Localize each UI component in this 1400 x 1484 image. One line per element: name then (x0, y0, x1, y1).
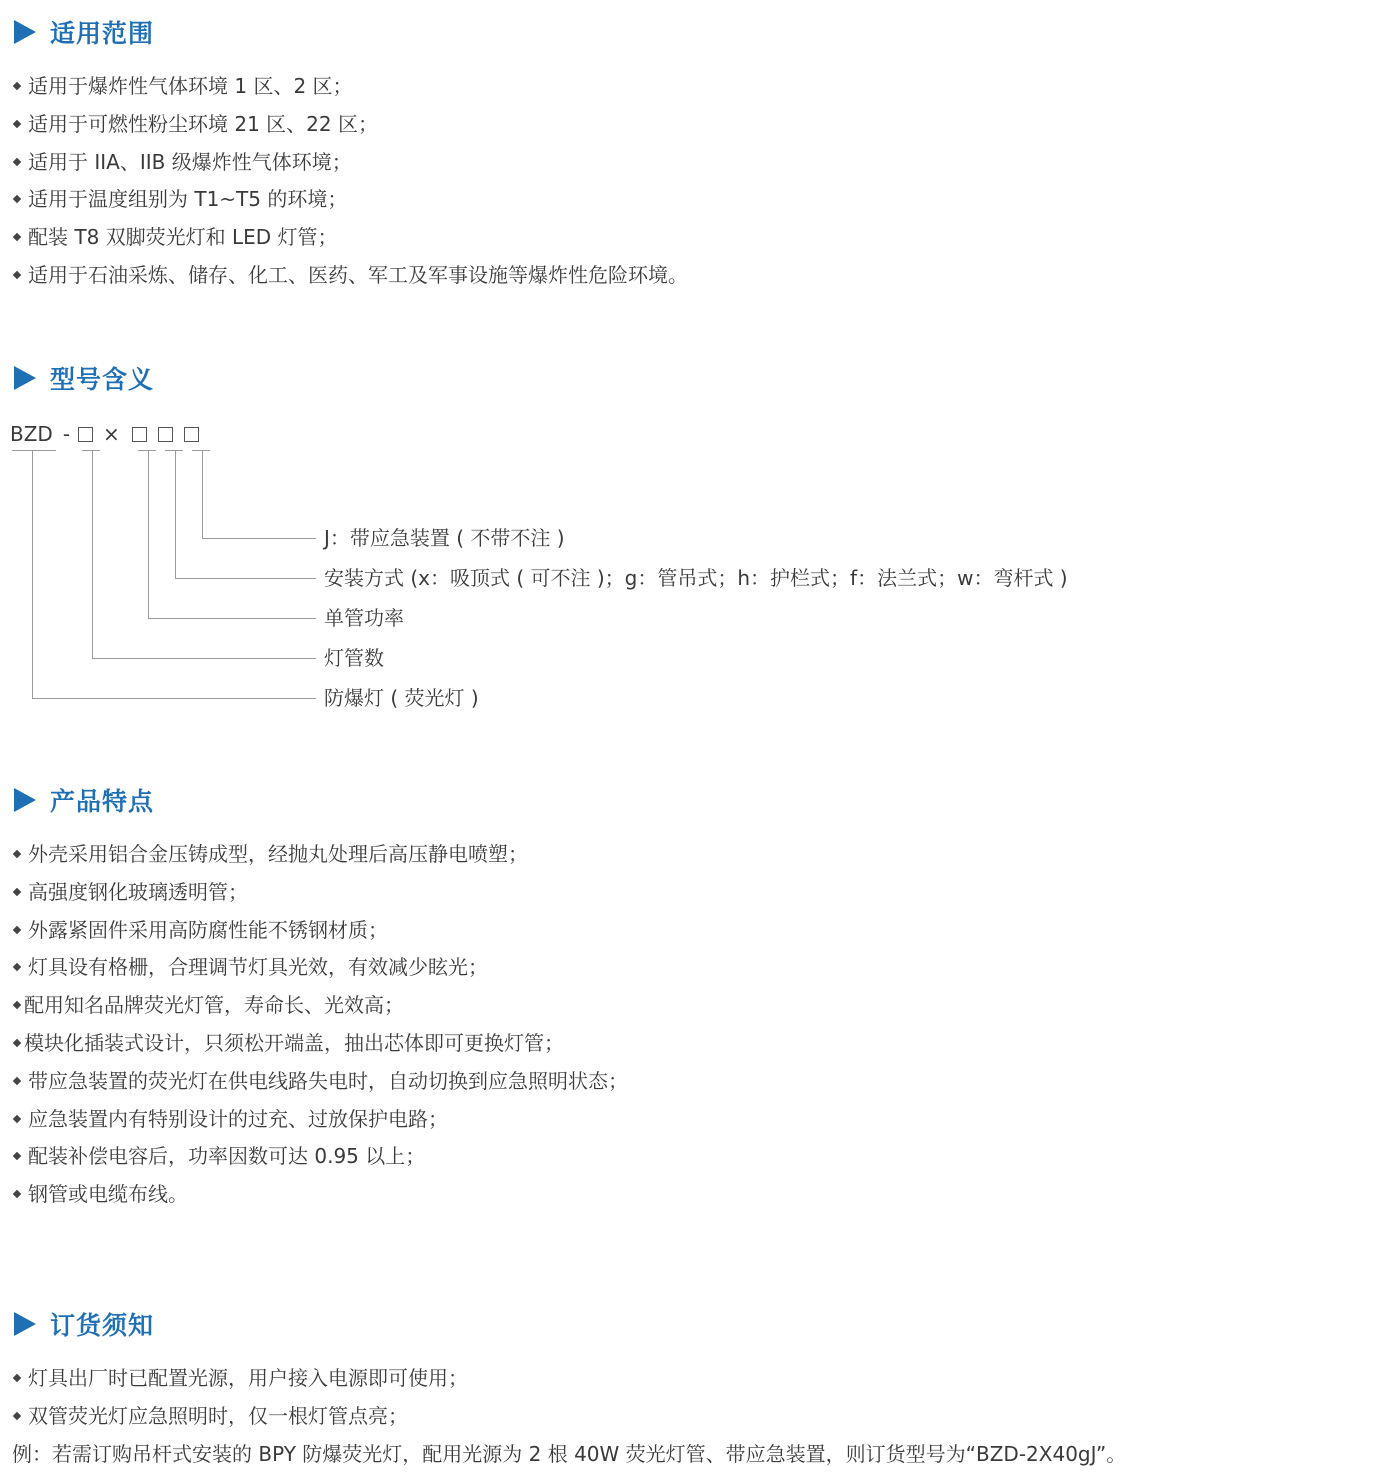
diamond-bullet-icon (13, 195, 21, 203)
connector-tube-count (92, 450, 93, 658)
list-item: 双管荧光灯应急照明时，仅一根灯管点亮； (12, 1398, 468, 1436)
diamond-bullet-icon (13, 1190, 21, 1198)
legend-mounting: 安装方式 (x：吸顶式 ( 可不注 )；g：管吊式；h：护栏式；f：法兰式；w：弯杆式 ) (324, 566, 1068, 590)
section-title-text: 适用范围 (50, 19, 155, 48)
placeholder-box-emergency (184, 427, 199, 442)
placeholder-box-tube-count (78, 427, 93, 442)
connector-power (148, 450, 149, 618)
leader-prefix (32, 698, 316, 699)
list-item: 灯具出厂时已配置光源，用户接入电源即可使用； (12, 1360, 468, 1398)
diamond-bullet-icon (13, 1152, 21, 1160)
leader-tube-count (92, 658, 316, 659)
list-item: 适用于 IIA、IIB 级爆炸性气体环境； (12, 144, 688, 182)
list-item: 模块化插装式设计，只须松开端盖，抽出芯体即可更换灯管； (12, 1025, 628, 1063)
leader-mounting (175, 578, 316, 579)
underline-power (138, 450, 156, 451)
list-item: 配装 T8 双脚荧光灯和 LED 灯管； (12, 219, 688, 257)
connector-mounting (175, 450, 176, 578)
list-item: 应急装置内有特别设计的过充、过放保护电路； (12, 1101, 628, 1139)
legend-power: 单管功率 (324, 606, 404, 630)
scope-list (12, 68, 688, 295)
legend-explosion-proof: 防爆灯 ( 荧光灯 ) (324, 686, 479, 710)
connector-emergency (202, 450, 203, 538)
play-triangle-icon (14, 20, 36, 44)
ordering-example: 例：若需订购吊杆式安装的 BPY 防爆荧光灯，配用光源为 2 根 40W 荧光灯管、带应急装置，则订货型号为“BZD-2X40gJ”。 (12, 1442, 1127, 1466)
list-item: 高强度钢化玻璃透明管； (12, 874, 628, 912)
section-title-features (14, 783, 154, 817)
diamond-bullet-icon (13, 82, 21, 90)
diamond-bullet-icon (13, 850, 21, 858)
diamond-bullet-icon (13, 925, 21, 933)
diamond-bullet-icon (13, 1114, 21, 1122)
list-item: 带应急装置的荧光灯在供电线路失电时，自动切换到应急照明状态； (12, 1063, 628, 1101)
list-item: 适用于石油采炼、储存、化工、医药、军工及军事设施等爆炸性危险环境。 (12, 257, 688, 295)
features-list (12, 836, 628, 1214)
underline-prefix (12, 450, 56, 451)
diamond-bullet-icon (13, 1077, 21, 1085)
list-item: 配装补偿电容后，功率因数可达 0.95 以上； (12, 1138, 628, 1176)
section-title-text: 订货须知 (50, 1311, 155, 1340)
play-triangle-icon (14, 366, 36, 390)
section-title-text: 产品特点 (50, 787, 155, 816)
section-title-text: 型号含义 (50, 365, 155, 394)
section-title-scope (14, 15, 154, 49)
ordering-list (12, 1360, 468, 1436)
leader-power (148, 618, 316, 619)
list-item: 灯具设有格栅，合理调节灯具光效，有效减少眩光； (12, 949, 628, 987)
connector-prefix (32, 450, 33, 698)
section-title-ordering (14, 1307, 154, 1341)
section-title-model (14, 361, 154, 395)
diamond-bullet-icon (13, 1001, 21, 1009)
diamond-bullet-icon (13, 1039, 21, 1047)
model-code (10, 419, 199, 449)
list-item: 外露紧固件采用高防腐性能不锈钢材质； (12, 912, 628, 950)
diamond-bullet-icon (13, 120, 21, 128)
leader-emergency (202, 538, 316, 539)
model-prefix: BZD (10, 422, 53, 446)
play-triangle-icon (14, 1312, 36, 1336)
play-triangle-icon (14, 788, 36, 812)
list-item: 适用于可燃性粉尘环境 21 区、22 区； (12, 106, 688, 144)
diamond-bullet-icon (13, 888, 21, 896)
list-item: 配用知名品牌荧光灯管，寿命长、光效高； (12, 987, 628, 1025)
underline-emergency (192, 450, 210, 451)
placeholder-box-power (132, 427, 147, 442)
underline-mounting (165, 450, 183, 451)
diamond-bullet-icon (13, 1412, 21, 1420)
legend-tube-count: 灯管数 (324, 646, 384, 670)
diamond-bullet-icon (13, 963, 21, 971)
diamond-bullet-icon (13, 233, 21, 241)
list-item: 外壳采用铝合金压铸成型，经抛丸处理后高压静电喷塑； (12, 836, 628, 874)
diamond-bullet-icon (13, 157, 21, 165)
list-item: 适用于温度组别为 T1~T5 的环境； (12, 181, 688, 219)
diamond-bullet-icon (13, 1374, 21, 1382)
diamond-bullet-icon (13, 271, 21, 279)
model-dash: - (62, 422, 71, 446)
list-item: 适用于爆炸性气体环境 1 区、2 区； (12, 68, 688, 106)
list-item: 钢管或电缆布线。 (12, 1176, 628, 1214)
underline-tube-count (82, 450, 100, 451)
legend-emergency: J：带应急装置 ( 不带不注 ) (324, 526, 565, 550)
model-times: × (103, 422, 120, 446)
placeholder-box-mounting (158, 427, 173, 442)
